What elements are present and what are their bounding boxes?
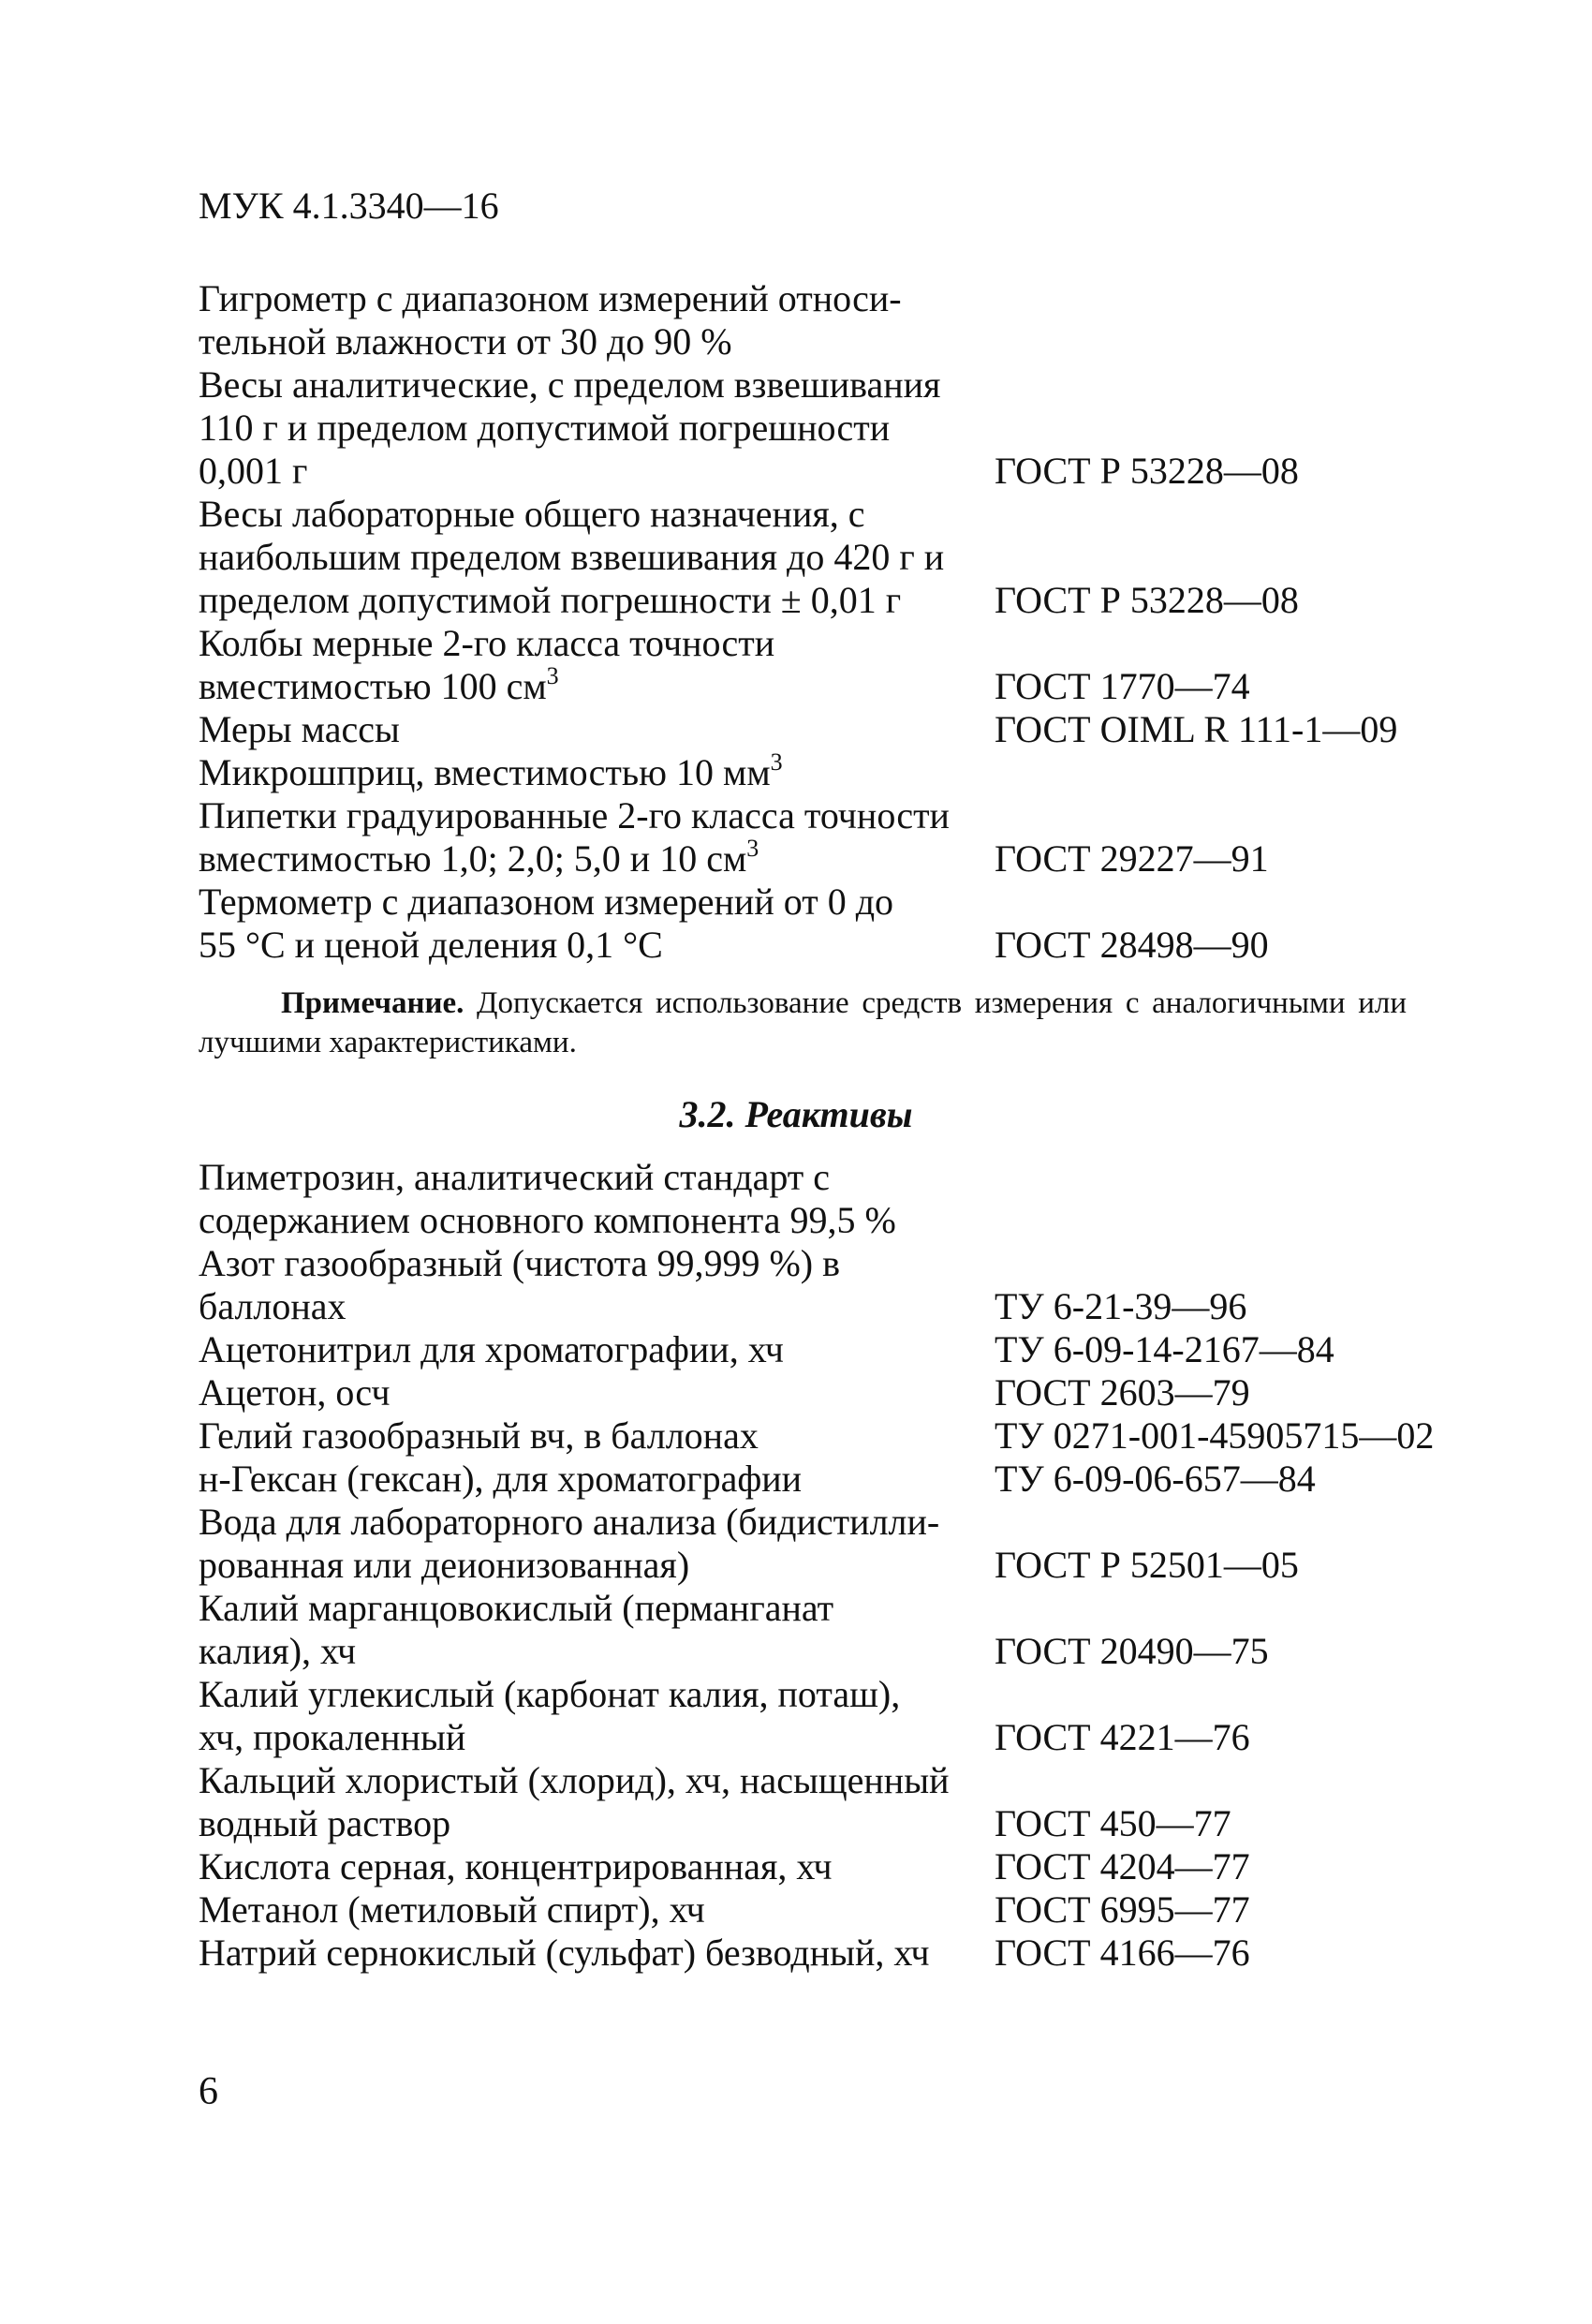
item-name [199, 1328, 995, 1371]
equipment-list [199, 277, 1444, 967]
item-standard: ТУ 0271-001-45905715—02 [995, 1414, 1435, 1457]
item-name-line [199, 748, 995, 794]
item-name [199, 1501, 995, 1587]
item-name-line [199, 1759, 995, 1802]
item-name-text: Ацетон, осч [199, 1371, 391, 1414]
item-standard: ГОСТ 20490—75 [995, 1630, 1269, 1672]
list-item [199, 1845, 1444, 1888]
item-name-text: Микрошприц, вместимостью 10 мм [199, 751, 771, 793]
list-item [199, 277, 1444, 363]
item-name-line [199, 1328, 995, 1371]
item-name-line [199, 837, 995, 881]
item-name-line [199, 1630, 995, 1673]
item-name-text: Весы аналитические, с пределом взвешивания [199, 363, 941, 406]
unit-superscript: 3 [746, 835, 759, 862]
item-name-line [199, 1544, 995, 1587]
item-name-line [199, 622, 995, 665]
item-name-line [199, 1371, 995, 1414]
item-name [199, 1458, 995, 1501]
item-name-line [199, 1414, 995, 1458]
item-name-text: Весы лабораторные общего назначения, с [199, 493, 865, 535]
item-name-line [199, 536, 995, 579]
item-name-line [199, 1932, 995, 1975]
item-name-text: Колбы мерные 2-го класса точности [199, 622, 775, 664]
item-name-line [199, 1458, 995, 1501]
item-name-text: Гигрометр с диапазоном измерений относи- [199, 277, 902, 319]
list-item [199, 1759, 1444, 1845]
item-name [199, 1371, 995, 1414]
item-name-text: Вода для лабораторного анализа (бидистилли- [199, 1501, 940, 1543]
list-item [199, 363, 1444, 493]
item-name-text: содержанием основного компонента 99,5 % [199, 1199, 896, 1241]
list-item [199, 493, 1444, 622]
item-name-line [199, 407, 995, 450]
list-item [199, 1888, 1444, 1932]
item-name [199, 1845, 995, 1888]
item-standard: ГОСТ 4221—76 [995, 1716, 1250, 1758]
list-item [199, 1932, 1444, 1975]
item-name-line [199, 1156, 995, 1199]
item-name-text: Метанол (метиловый спирт), хч [199, 1888, 705, 1931]
item-name-text: н-Гексан (гексан), для хроматографии [199, 1458, 803, 1500]
item-name-text: Калий углекислый (карбонат калия, поташ), [199, 1673, 901, 1715]
item-name-line [199, 1673, 995, 1716]
item-name-text: наибольшим пределом взвешивания до 420 г и [199, 536, 945, 578]
item-name-text: Термометр с диапазоном измерений от 0 до [199, 881, 894, 923]
item-name-text: 110 г и пределом допустимой погрешности [199, 407, 891, 449]
note [199, 984, 1407, 1062]
item-name [199, 1673, 995, 1759]
item-standard: ТУ 6-09-14-2167—84 [995, 1328, 1334, 1370]
unit-superscript: 3 [546, 662, 559, 689]
item-standard: ГОСТ 4204—77 [995, 1845, 1250, 1887]
list-item [199, 1414, 1444, 1458]
list-item [199, 622, 1444, 708]
item-standard: ТУ 6-21-39—96 [995, 1285, 1247, 1327]
item-name-line [199, 1888, 995, 1932]
item-name-line [199, 924, 995, 967]
item-name [199, 748, 995, 794]
item-name-text: баллонах [199, 1285, 346, 1327]
item-name [199, 708, 995, 751]
item-name-line [199, 881, 995, 924]
list-item [199, 1328, 1444, 1371]
item-name-line [199, 1802, 995, 1845]
item-name [199, 1242, 995, 1328]
item-name-text: Кальций хлористый (хлорид), хч, насыщенный [199, 1759, 950, 1801]
item-name-text: Ацетонитрил для хроматографии, хч [199, 1328, 784, 1370]
item-name [199, 363, 995, 493]
item-name-line [199, 1501, 995, 1544]
item-standard: ГОСТ 2603—79 [995, 1371, 1250, 1414]
list-item [199, 1587, 1444, 1673]
item-name-text: хч, прокаленный [199, 1716, 466, 1758]
item-name [199, 794, 995, 881]
page-number: 6 [199, 2070, 218, 2113]
list-item [199, 748, 1444, 794]
item-name-text: Натрий сернокислый (сульфат) безводный, хч [199, 1932, 930, 1974]
item-name-text: тельной влажности от 30 до 90 % [199, 320, 732, 363]
running-head: МУК 4.1.3340—16 [199, 185, 499, 227]
list-item [199, 794, 1444, 881]
list-item [199, 1371, 1444, 1414]
list-item [199, 1501, 1444, 1587]
note-label: Примечание. [281, 986, 464, 1020]
item-name-text: Калий марганцовокислый (перманганат [199, 1587, 834, 1629]
item-name-line [199, 662, 995, 708]
item-standard: ГОСТ Р 53228—08 [995, 579, 1299, 621]
item-name-line [199, 794, 995, 837]
list-item [199, 1673, 1444, 1759]
item-name-line [199, 579, 995, 622]
item-name-line [199, 708, 995, 751]
item-standard: ГОСТ OIML R 111-1—09 [995, 708, 1398, 750]
item-name-line [199, 277, 995, 320]
item-standard: ГОСТ 29227—91 [995, 837, 1269, 880]
item-name [199, 881, 995, 967]
item-standard: ГОСТ Р 53228—08 [995, 450, 1299, 492]
item-name-text: вместимостью 1,0; 2,0; 5,0 и 10 см [199, 837, 747, 880]
item-name-line [199, 1716, 995, 1759]
item-standard: ГОСТ 4166—76 [995, 1932, 1250, 1974]
item-name [199, 277, 995, 363]
item-name-text: Кислота серная, концентрированная, хч [199, 1845, 833, 1887]
item-name-line [199, 363, 995, 407]
item-standard: ГОСТ Р 52501—05 [995, 1544, 1299, 1586]
item-name-line [199, 320, 995, 363]
item-name-text: Меры массы [199, 708, 400, 750]
item-name-text: рованная или деионизованная) [199, 1544, 690, 1586]
item-name [199, 1932, 995, 1975]
item-name-text: калия), хч [199, 1630, 357, 1672]
item-name-text: Пипетки градуированные 2-го класса точности [199, 794, 950, 836]
list-item [199, 1156, 1444, 1242]
item-name [199, 1888, 995, 1932]
item-name [199, 493, 995, 622]
item-standard: ГОСТ 450—77 [995, 1802, 1231, 1844]
item-name-line [199, 1242, 995, 1285]
item-name-text: Азот газообразный (чистота 99,999 %) в [199, 1242, 840, 1284]
item-name [199, 1414, 995, 1458]
list-item [199, 1458, 1444, 1501]
item-standard: ТУ 6-09-06-657—84 [995, 1458, 1316, 1500]
item-name-line [199, 1587, 995, 1630]
item-name-text: Пиметрозин, аналитический стандарт с [199, 1156, 831, 1198]
item-name-line [199, 1199, 995, 1242]
reagents-list [199, 1156, 1444, 1975]
item-standard: ГОСТ 28498—90 [995, 924, 1269, 966]
list-item [199, 708, 1444, 751]
item-name-text: 0,001 г [199, 450, 308, 492]
item-name-text: Гелий газообразный вч, в баллонах [199, 1414, 759, 1457]
list-item [199, 881, 1444, 967]
item-standard: ГОСТ 6995—77 [995, 1888, 1250, 1931]
item-name [199, 622, 995, 708]
item-name [199, 1759, 995, 1845]
item-name-text: вместимостью 100 см [199, 665, 547, 707]
unit-superscript: 3 [770, 748, 783, 776]
list-item [199, 1242, 1444, 1328]
item-standard: ГОСТ 1770—74 [995, 665, 1250, 707]
note-text: Допускается использование средств измерения с аналогичными или лучшими характеристиками. [199, 986, 1407, 1059]
item-name-text: пределом допустимой погрешности ± 0,01 г [199, 579, 902, 621]
item-name [199, 1587, 995, 1673]
item-name-line [199, 493, 995, 536]
item-name-text: 55 °С и ценой деления 0,1 °С [199, 924, 663, 966]
section-title: 3.2. Реактивы [679, 1093, 913, 1135]
item-name [199, 1156, 995, 1242]
item-name-text: водный раствор [199, 1802, 451, 1844]
item-name-line [199, 450, 995, 493]
item-name-line [199, 1845, 995, 1888]
item-name-line [199, 1285, 995, 1328]
